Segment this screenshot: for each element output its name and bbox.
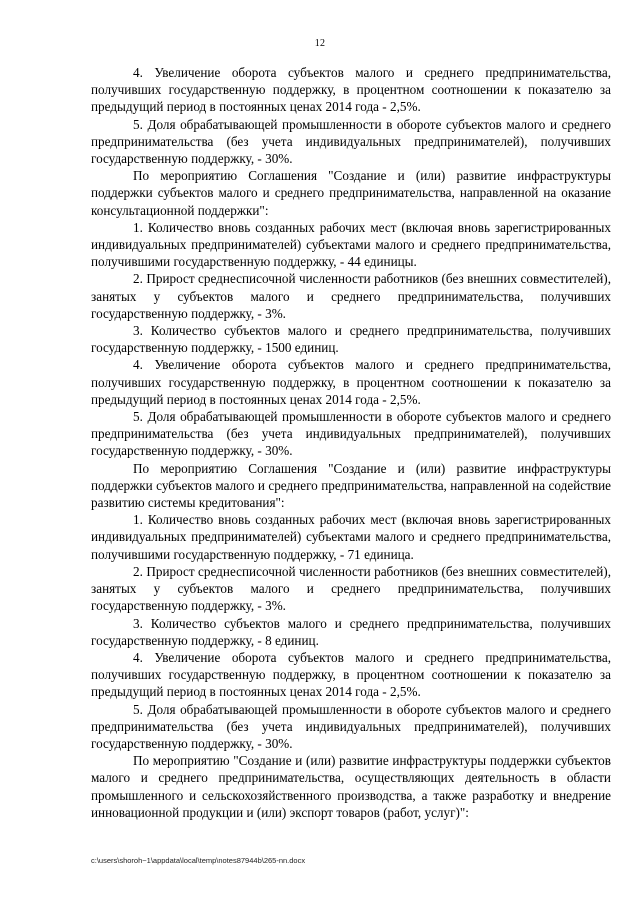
document-body bbox=[91, 64, 611, 821]
paragraph: 3. Количество субъектов малого и среднего предпринимательства, получивших государственную поддержку, - 1500 единиц. bbox=[91, 323, 611, 356]
paragraph: 5. Доля обрабатывающей промышленности в обороте субъектов малого и среднего предпринимательства (без учета индивидуальных предпринимателей), получивших государственную поддержку, - 30%. bbox=[91, 701, 611, 751]
paragraph: 5. Доля обрабатывающей промышленности в обороте субъектов малого и среднего предпринимательства (без учета индивидуальных предпринимателей), получивших государственную поддержку, - 30%. bbox=[91, 409, 611, 459]
paragraph: По мероприятию "Создание и (или) развитие инфраструктуры поддержки субъектов малого и среднего предпринимательства, осуществляющих деятельность в области промышленного и сельскохозяйственного производства, а также разработку и внедрение инновационной продукции и (или) экспорт товаров (работ, услуг)": bbox=[91, 753, 611, 820]
paragraph: 2. Прирост среднесписочной численности работников (без внешних совместителей), занятых у субъектов малого и среднего предпринимательства, получивших государственную поддержку, - 3%. bbox=[91, 563, 611, 614]
paragraph: По мероприятию Соглашения "Создание и (или) развитие инфраструктуры поддержки субъектов малого и среднего предпринимательства, направленной на содействие развитию системы кредитования": bbox=[91, 460, 611, 511]
paragraph: 4. Увеличение оборота субъектов малого и среднего предпринимательства, получивших государственную поддержку, в процентном соотношении к показателю за предыдущий период в постоянных ценах 2014 года - 2,5%. bbox=[91, 65, 611, 115]
paragraph: 4. Увеличение оборота субъектов малого и среднего предпринимательства, получивших государственную поддержку, в процентном соотношении к показателю за предыдущий период в постоянных ценах 2014 года - 2,5%. bbox=[91, 357, 611, 407]
paragraph: 4. Увеличение оборота субъектов малого и среднего предпринимательства, получивших государственную поддержку, в процентном соотношении к показателю за предыдущий период в постоянных ценах 2014 года - 2,5%. bbox=[91, 649, 611, 700]
page-number: 12 bbox=[314, 38, 326, 49]
paragraph: 2. Прирост среднесписочной численности работников (без внешних совместителей), занятых у субъектов малого и среднего предпринимательства, получивших государственную поддержку, - 3%. bbox=[91, 271, 611, 321]
paragraph: По мероприятию Соглашения "Создание и (или) развитие инфраструктуры поддержки субъектов малого и среднего предпринимательства, направленной на оказание консультационной поддержки": bbox=[91, 168, 611, 218]
footer-file-path: c:\users\shoroh~1\appdata\local\temp\notes87944b\265-nn.docx bbox=[91, 856, 306, 865]
paragraph: 1. Количество вновь созданных рабочих мест (включая вновь зарегистрированных индивидуальных предпринимателей) субъектами малого и среднего предпринимательства, получившими государственную поддержку, - 71 единица. bbox=[91, 512, 611, 562]
paragraph: 5. Доля обрабатывающей промышленности в обороте субъектов малого и среднего предпринимательства (без учета индивидуальных предпринимателей), получивших государственную поддержку, - 30%. bbox=[91, 116, 611, 167]
paragraph: 1. Количество вновь созданных рабочих мест (включая вновь зарегистрированных индивидуальных предпринимателей) субъектами малого и среднего предпринимательства, получившими государственную поддержку, - 44 единицы. bbox=[91, 219, 611, 270]
paragraph: 3. Количество субъектов малого и среднего предпринимательства, получивших государственную поддержку, - 8 единиц. bbox=[91, 615, 611, 648]
